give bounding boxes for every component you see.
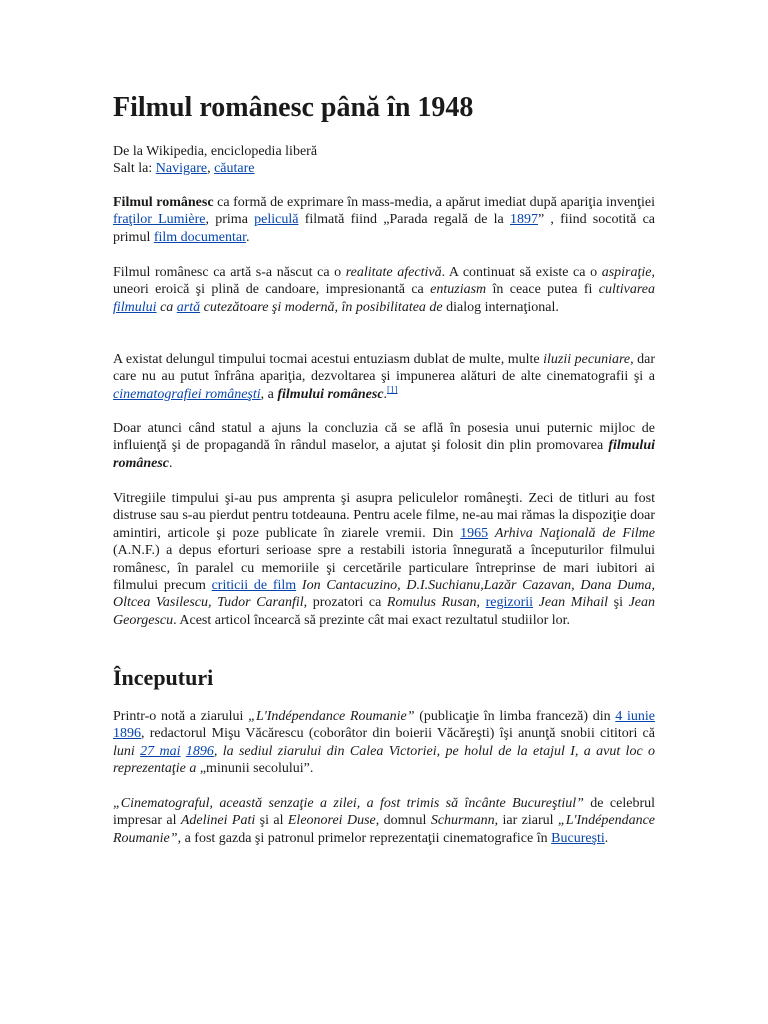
paragraph-enthusiasm <box>113 351 655 403</box>
italic-text: iluzii pecuniare <box>543 352 631 367</box>
reference-link[interactable]: [1] <box>387 384 398 395</box>
text: , a <box>260 386 278 402</box>
link-1897[interactable]: 1897 <box>509 212 538 228</box>
text: în ceace putea fi <box>486 282 599 298</box>
paragraph-history <box>113 490 655 629</box>
text: (A.N.F.) a depus eforturi serioase spre a restabili istoria înnegurată a începuturilor filmului românesc, în paralel cu memoriile şi cercetările particulare întreprinse de mari iubitori ai filmului precum <box>113 543 655 594</box>
link-27-mai[interactable]: 27 mai <box>140 743 181 759</box>
italic-text: Eleonorei Duse <box>287 813 376 829</box>
link-cinematografiei-romanesti[interactable]: cinematografiei româneşti <box>113 386 261 402</box>
link-1896[interactable]: 1896 <box>113 726 141 742</box>
text: Vitregiile timpului şi-au pus amprenta şi asupra peliculelor româneşti. Zeci de titluri au fost distruse sau s-au pierdut pentru totdeauna. Pentru acele filme, ne-au mai rămas la dispoziţie doar amintiri, articole şi poze publicate în ziarele vremii. Din <box>113 491 655 541</box>
italic-text: Adelinei Pati <box>180 813 256 829</box>
text: Filmul românesc ca artă s-a născut ca o <box>113 265 346 280</box>
section-heading: Începuturi <box>113 665 214 690</box>
link-criticii-de-film[interactable]: criticii de film <box>211 578 297 594</box>
text: , <box>476 595 486 611</box>
paragraph-art <box>113 264 655 316</box>
separator: , <box>207 161 215 176</box>
text: , a fost gazda şi patronul primelor reprezentaţii cinematografice în <box>177 830 552 846</box>
text: , uneori eroică şi plină de candoare, impresionantă ca <box>113 265 655 298</box>
italic-text: cultivarea <box>598 282 656 298</box>
italic-text: Schurmann <box>430 813 495 829</box>
bold-italic-term: filmului românesc <box>113 438 655 471</box>
link-lumiere[interactable]: fraţilor Lumière <box>113 212 206 228</box>
text: Printr-o notă a ziarului <box>113 709 249 724</box>
text: , prozatori ca <box>303 595 387 611</box>
text: , domnul <box>375 813 431 829</box>
text: filmată fiind „Parada regală de la <box>298 212 510 228</box>
text: dialog internaţional. <box>442 299 559 315</box>
italic-text: ca <box>156 299 177 315</box>
italic-text: „L'Indépendance Roumanie” <box>248 709 415 724</box>
text: . Acest articol încearcă să prezinte cât mai exact rezultatul studiilor lor. <box>173 612 571 628</box>
text: ca formă de exprimare în mass-media, a apărut imediat după apariţia invenţiei <box>213 195 655 210</box>
link-regizorii[interactable]: regizorii <box>485 595 534 611</box>
italic-text: aspiraţie <box>601 265 652 280</box>
text: , dar care nu au putut înfrâna apariţia, dezvoltarea şi impunerea alături de alte cinematografii şi a <box>113 352 655 385</box>
text: . <box>604 830 609 846</box>
italic-text: Jean Mihail <box>538 595 609 611</box>
text: . <box>246 229 250 245</box>
text: de celebrul impresar al <box>113 796 655 829</box>
link-4-iunie[interactable]: 4 iunie <box>615 709 655 724</box>
paragraph-state <box>113 420 655 472</box>
text: Doar atunci când statul a ajuns la concluzia că se află în posesia unui puternic mijloc de influienţă şi de propagandă în rândul maselor, a ajutat şi folosit din plin promovarea <box>113 421 655 454</box>
text: . <box>169 455 173 471</box>
text: , redactorul Mişu Văcărescu (coborâtor din boierii Văcăreşti) îşi anunţă snobii cititori că <box>141 726 655 742</box>
paragraph-cinematograph <box>113 795 655 847</box>
text: (publicaţie în limba franceză) din <box>414 709 616 724</box>
link-1965[interactable]: 1965 <box>460 525 489 541</box>
search-link[interactable]: căutare <box>214 161 255 176</box>
link-filmului[interactable]: filmului <box>113 299 157 315</box>
navigation-link[interactable]: Navigare <box>155 161 208 176</box>
italic-text: Romulus Rusan <box>386 595 477 611</box>
italic-text: Ion Cantacuzino, D.I.Suchianu,Lazăr Cazavan, Dana Duma, Oltcea Vasilescu, Tudor Caranfil <box>113 578 655 611</box>
italic-text: cutezătoare şi modernă, în posibilitatea de <box>200 299 443 315</box>
italic-text: „Cinematograful, această senzaţie a zilei, a fost trimis să încânte Bucureştiul” <box>113 796 584 811</box>
text: A existat delungul timpului tocmai acestui entuziasm dublat de multe, multe <box>113 352 544 367</box>
italic-text: Jean Georgescu <box>113 595 656 628</box>
text: „minunii secolului”. <box>199 761 314 777</box>
text: , prima <box>205 212 255 228</box>
jump-line <box>113 160 317 177</box>
text: , iar ziarul <box>494 813 558 829</box>
link-film-documentar[interactable]: film documentar <box>153 229 246 245</box>
italic-text: realitate afectivă <box>345 265 442 280</box>
paragraph-beginnings <box>113 708 655 778</box>
link-bucuresti[interactable]: Bucureşti <box>551 830 605 846</box>
jump-label: Salt la: <box>113 161 156 176</box>
text: . <box>383 386 388 402</box>
article-meta <box>113 143 317 177</box>
bold-term: Filmul românesc <box>113 195 214 210</box>
link-1896-second[interactable]: 1896 <box>185 743 214 759</box>
italic-text: „L'Indépendance Roumanie” <box>113 813 655 846</box>
source-line: De la Wikipedia, enciclopedia liberă <box>113 144 318 159</box>
italic-text: luni <box>113 743 141 759</box>
italic-text: , la sediul ziarului din Calea Victoriei, pe holul de la etajul I, a avut loc o reprezentaţie a <box>113 743 656 777</box>
text: . A continuat să existe ca o <box>441 265 602 280</box>
text <box>488 526 495 541</box>
bold-italic-term: filmului românesc <box>277 386 384 402</box>
link-pelicula[interactable]: peliculă <box>254 212 299 228</box>
text: şi al <box>255 813 288 829</box>
paragraph-intro <box>113 194 655 246</box>
italic-text: Arhiva Naţională de Filme <box>494 525 655 541</box>
text: ” , fiind socotită ca primul <box>113 212 656 245</box>
italic-text: entuziasm <box>430 282 487 298</box>
page-title: Filmul românesc până în 1948 <box>113 92 474 123</box>
link-arta[interactable]: artă <box>176 299 201 315</box>
text: şi <box>608 595 629 611</box>
